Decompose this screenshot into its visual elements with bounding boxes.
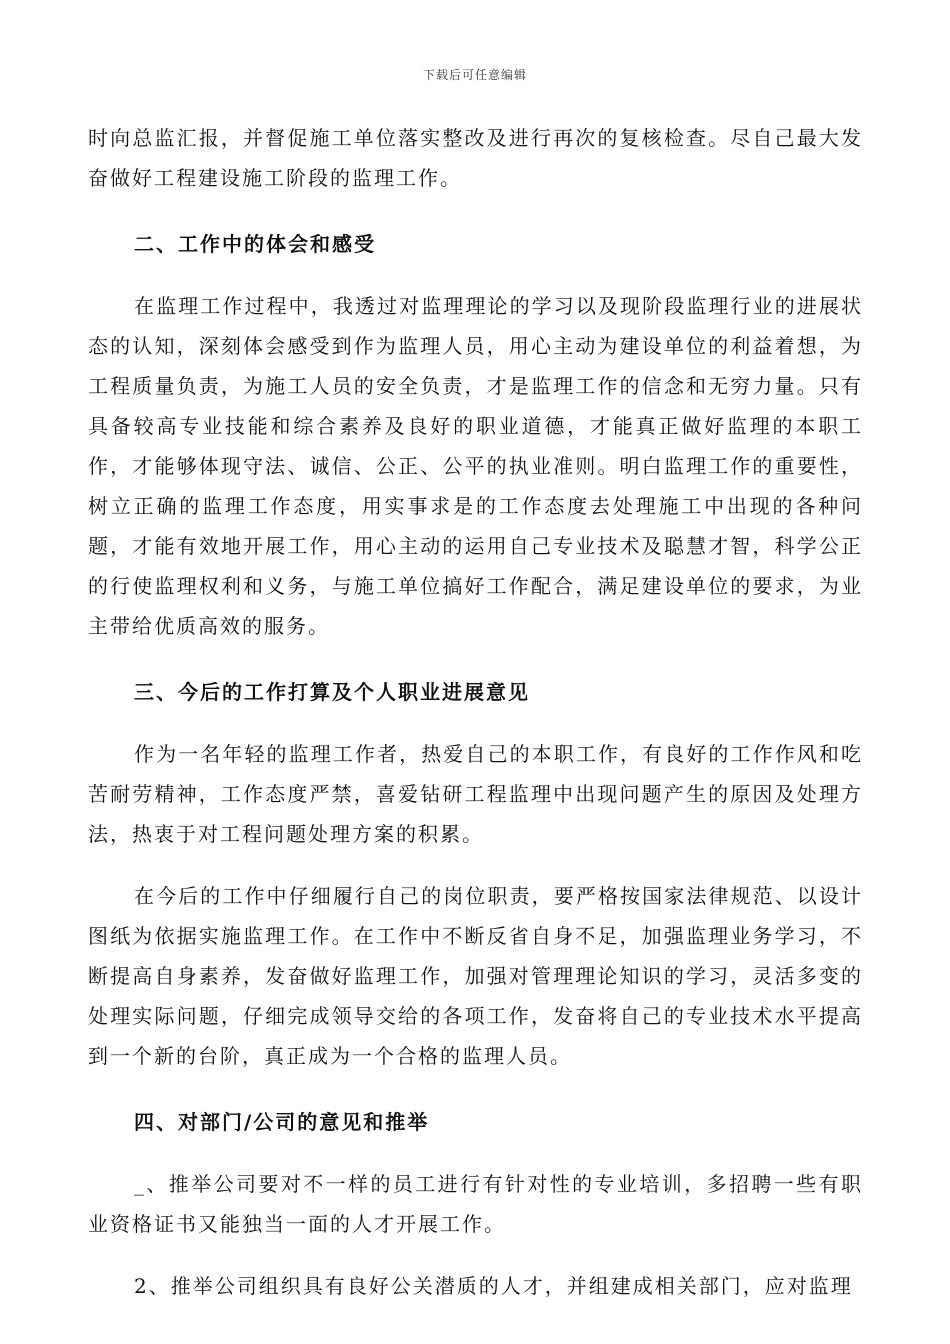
section-heading-2: 二、工作中的体会和感受 <box>134 232 376 256</box>
section-2-paragraph-1: 在监理工作过程中，我透过对监理理论的学习以及现阶段监理行业的进展状态的认知，深刻体会感受到作为监理人员，用心主动为建设单位的利益着想，为工程质量负责，为施工人员的安全负责，才是监理工作的信念和无穷力量。只有具备较高专业技能和综合素养及良好的职业道德，才能真正做好监理的本职工作，才能够体现守法、诚信、公正、公平的执业准则。明白监理工作的重要性，树立正确的监理工作态度，用实事求是的工作态度去处理施工中出现的各种问题，才能有效地开展工作，用心主动的运用自己专业技术及聪慧才智，科学公正的行使监理权利和义务，与施工单位搞好工作配合，满足建设单位的要求，为业主带给优质高效的服务。 <box>88 294 863 638</box>
continuation-paragraph: 时向总监汇报，并督促施工单位落实整改及进行再次的复核检查。尽自己最大发奋做好工程建设施工阶段的监理工作。 <box>88 126 863 190</box>
section-4-paragraph-2: 2、推举公司组织具有良好公关潜质的人才，并组建成相关部门，应对监理 <box>134 1274 853 1298</box>
section-4-paragraph-1: _、推举公司要对不一样的员工进行有针对性的专业培训，多招聘一些有职业资格证书又能独当一面的人才开展工作。 <box>88 1172 863 1236</box>
section-3-paragraph-2: 在今后的工作中仔细履行自己的岗位职责，要严格按国家法律规范、以设计图纸为依据实施监理工作。在工作中不断反省自身不足，加强监理业务学习，不断提高自身素养，发奋做好监理工作，加强对管理理论知识的学习，灵活多变的处理实际问题，仔细完成领导交给的各项工作，发奋将自己的专业技术水平提高到一个新的台阶，真正成为一个合格的监理人员。 <box>88 884 863 1068</box>
section-heading-4: 四、对部门/公司的意见和推举 <box>134 1110 430 1134</box>
document-body <box>88 118 863 1306</box>
section-heading-3: 三、今后的工作打算及个人职业进展意见 <box>134 680 530 704</box>
section-3-paragraph-1: 作为一名年轻的监理工作者，热爱自己的本职工作，有良好的工作作风和吃苦耐劳精神，工作态度严禁，喜爱钻研工程监理中出现问题产生的原因及处理方法，热衷于对工程问题处理方案的积累。 <box>88 742 863 846</box>
page-header: 下载后可任意编辑 <box>422 68 527 82</box>
